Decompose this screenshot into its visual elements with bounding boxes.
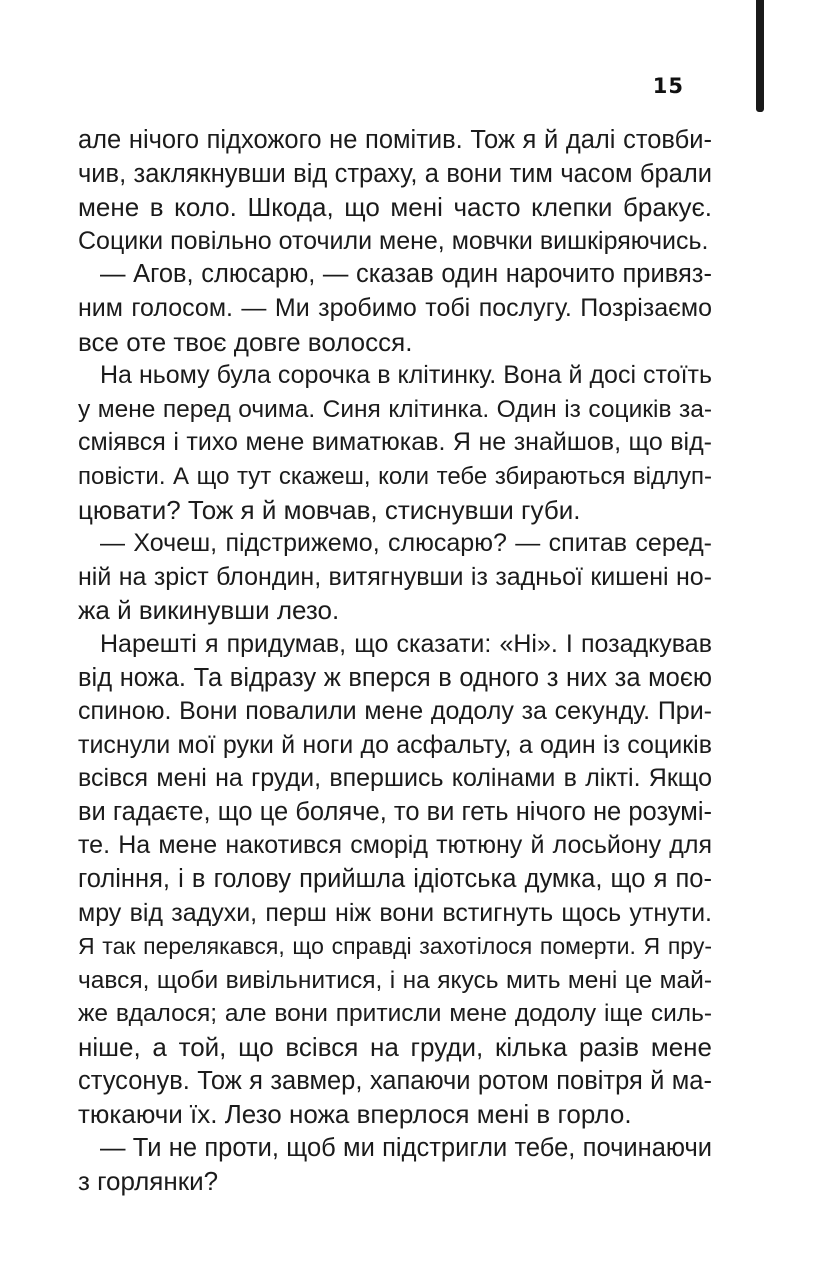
- text-line: стусонув. Тож я завмер, хапаючи ротом повітря й ма-: [78, 1066, 712, 1095]
- text-line: мру від задухи, перш ніж вони встигнуть щось утнути.: [78, 898, 712, 927]
- text-line: повісти. А що тут скажеш, коли тебе збираються відлуп-: [78, 462, 712, 490]
- text-line: — Агов, слюсарю, — сказав один нарочито привяз-: [100, 260, 712, 289]
- text-line: спиною. Вони повалили мене додолу за секунду. При-: [78, 697, 712, 726]
- text-line: тиснули мої руки й ноги до асфальту, а один із социків: [78, 730, 712, 759]
- text-line: же вдалося; але вони притисли мене додолу іще силь-: [78, 1000, 712, 1028]
- text-line: чався, щоби вивільнитися, і на якусь мить мені це май-: [78, 966, 712, 994]
- body-text: [78, 124, 712, 1199]
- page-number: 15: [652, 74, 684, 98]
- text-line: ніше, а той, що всівся на груди, кілька разів мене: [78, 1032, 712, 1063]
- text-line: — Хочеш, підстрижемо, слюсарю? — спитав серед-: [100, 529, 712, 558]
- text-line: Нарешті я придумав, що сказати: «Ні». І позадкував: [100, 629, 712, 658]
- text-line: жа й викинувши лезо.: [78, 595, 340, 626]
- text-line: Социки повільно оточили мене, мовчки вишкіряючись.: [78, 226, 709, 255]
- text-line: цювати? Тож я й мовчав, стиснувши губи.: [78, 494, 581, 525]
- text-line: мене в коло. Шкода, що мені часто клепки бракує.: [78, 192, 712, 223]
- text-line: — Ти не проти, щоб ми підстригли тебе, починаючи: [100, 1133, 712, 1162]
- text-line: гоління, і в голову прийшла ідіотська думка, що я по-: [78, 865, 712, 894]
- text-line: чив, заклякнувши від страху, а вони тим часом брали: [78, 159, 712, 188]
- text-line: всівся мені на груди, впершись колінами в лікті. Якщо: [78, 764, 712, 793]
- text-line: ви гадаєте, що це боляче, то ви геть нічого не розумі-: [78, 797, 712, 826]
- text-line: від ножа. Та відразу ж вперся в одного з них за моєю: [78, 663, 712, 692]
- text-line: у мене перед очима. Синя клітинка. Один із социків за-: [78, 395, 712, 423]
- text-line: сміявся і тихо мене виматюкав. Я не знайшов, що від-: [78, 428, 712, 457]
- text-line: Я так перелякався, що справді захотілося померти. Я пру-: [78, 933, 712, 960]
- text-line: ним голосом. — Ми зробимо тобі послугу. Позрізаємо: [78, 293, 712, 322]
- page-edge-mark: [756, 0, 764, 112]
- text-line: ній на зріст блондин, витягнувши із задньої кишені но-: [78, 562, 712, 591]
- text-line: На ньому була сорочка в клітинку. Вона й досі стоїть: [100, 361, 712, 390]
- text-line: з горлянки?: [78, 1166, 219, 1197]
- text-line: те. На мене накотився сморід тютюну й лосьйону для: [78, 831, 712, 860]
- text-line: але нічого підхожого не помітив. Тож я й далі стовби-: [78, 126, 712, 154]
- text-line: все оте твоє довге волосся.: [78, 326, 413, 357]
- text-line: тюкаючи їх. Лезо ножа вперлося мені в горло.: [78, 1099, 632, 1130]
